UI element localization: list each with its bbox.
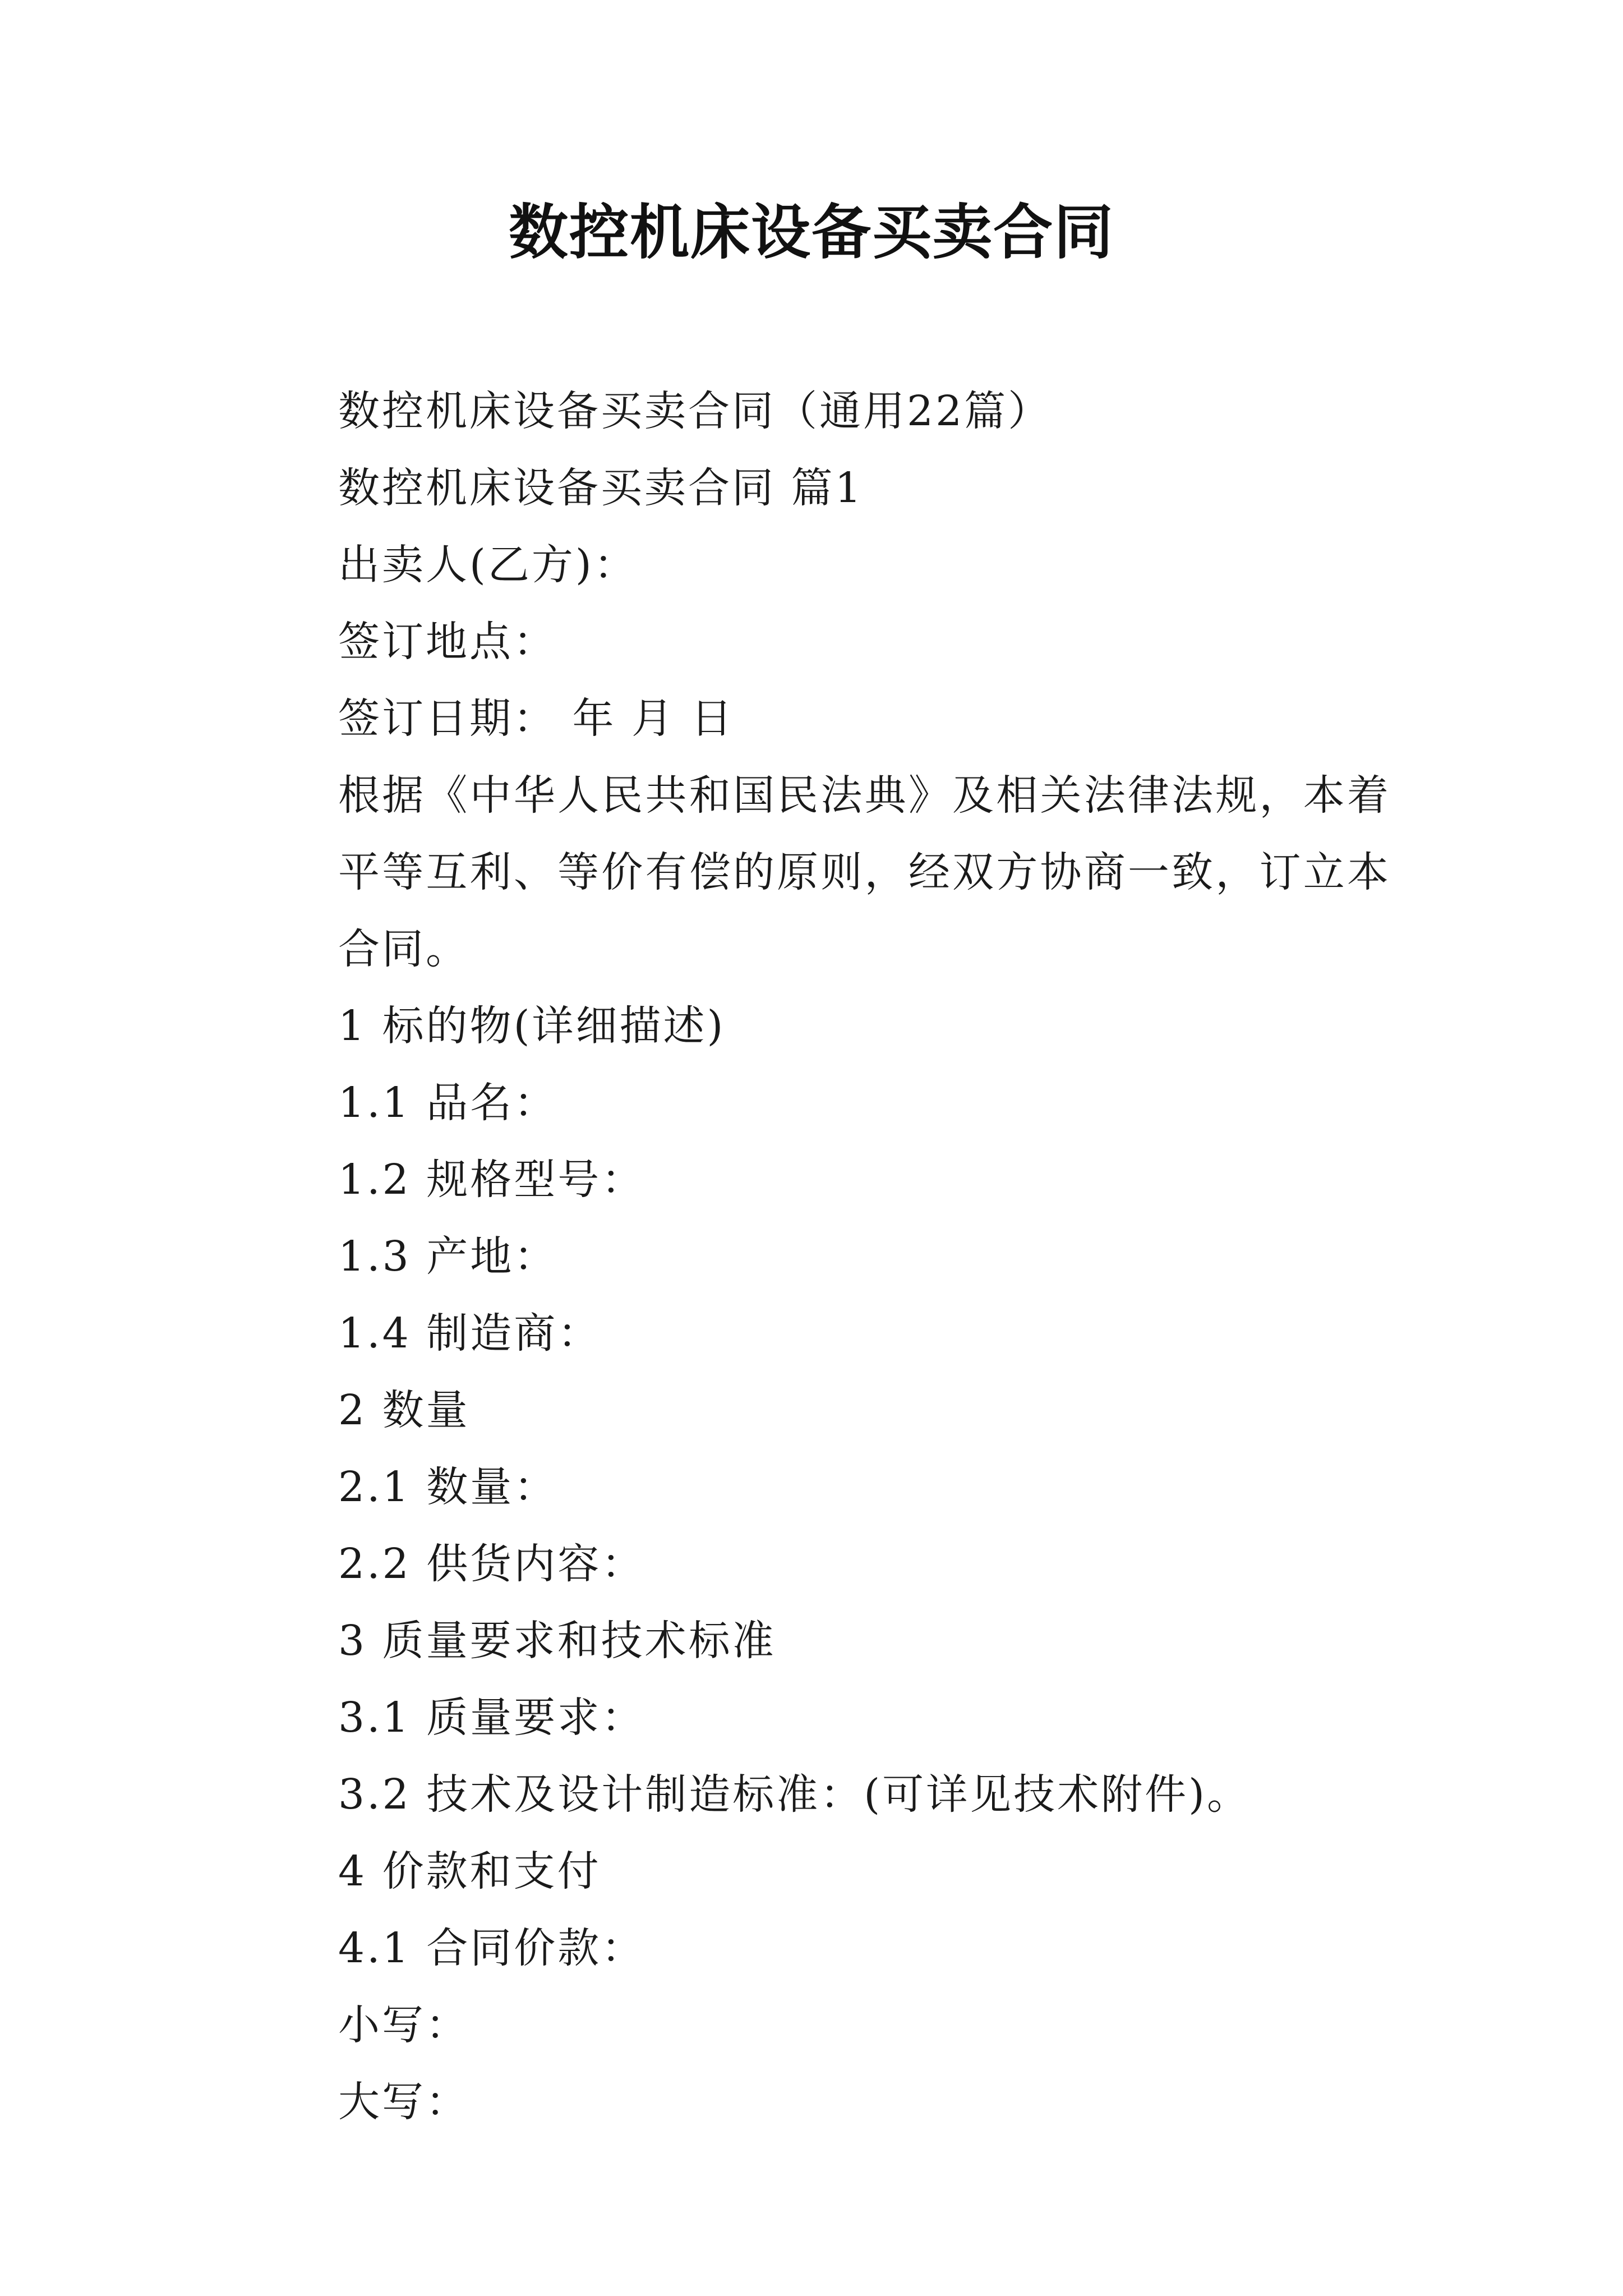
clause-3-1: 3.1 质量要求：: [338, 1694, 645, 1742]
signing-date-line: 签订日期： 年 月 日: [338, 694, 735, 743]
clause-1-heading: 1 标的物(详细描述): [338, 1002, 726, 1050]
clause-1-1: 1.1 品名：: [338, 1079, 558, 1127]
clause-3-heading: 3 质量要求和技术标准: [338, 1617, 776, 1665]
preamble-paragraph: 根据《中华人民共和国民法典》及相关法律法规，本着平等互利、等价有偿的原则，经双方协商一致，订立本合同。: [338, 771, 1391, 973]
signing-place-line: 签订地点：: [338, 618, 557, 666]
amount-uppercase-line: 大写：: [338, 2078, 469, 2126]
clause-2-1: 2.1 数量：: [338, 1463, 558, 1511]
section-heading-1: 数控机床设备买卖合同 篇1: [338, 464, 864, 512]
clause-3-2: 3.2 技术及设计制造标准：(可详见技术附件)。: [338, 1770, 1251, 1819]
seller-line: 出卖人(乙方)：: [338, 541, 638, 589]
document-title: 数控机床设备买卖合同: [509, 198, 1114, 267]
document-body: [247, 373, 1391, 2141]
amount-lowercase-line: 小写：: [338, 2001, 469, 2049]
subtitle-line: 数控机床设备买卖合同（通用22篇）: [338, 387, 1052, 435]
clause-1-2: 1.2 规格型号：: [338, 1156, 645, 1204]
clause-4-heading: 4 价款和支付: [338, 1847, 601, 1895]
clause-4-1: 4.1 合同价款：: [338, 1924, 645, 1972]
clause-1-3: 1.3 产地：: [338, 1232, 558, 1281]
clause-1-4: 1.4 制造商：: [338, 1309, 602, 1358]
clause-2-2: 2.2 供货内容：: [338, 1540, 645, 1588]
clause-2-heading: 2 数量: [338, 1386, 470, 1434]
